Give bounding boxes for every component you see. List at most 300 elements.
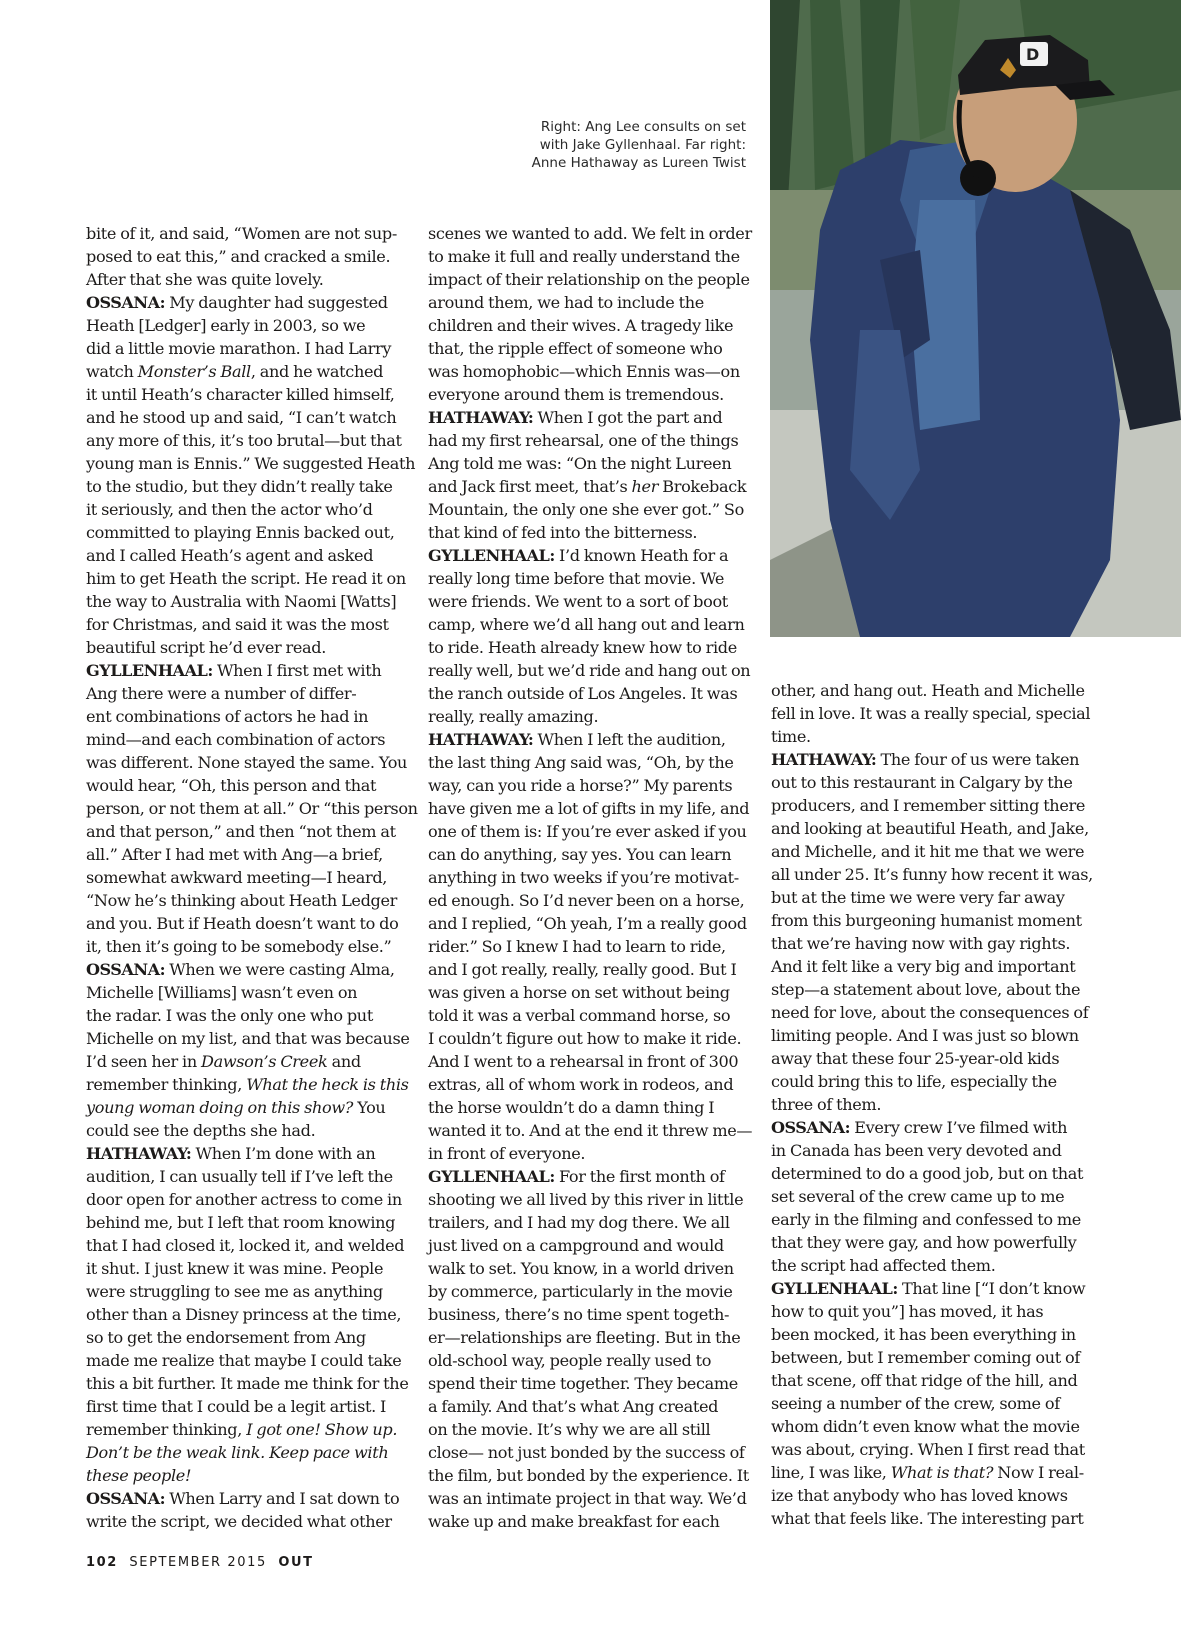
line-text: the radar. I was the only one who put [86,1006,373,1025]
text-line [86,1096,408,1119]
text-line [428,981,750,1004]
line-text: posed to eat this,” and cracked a smile. [86,247,391,266]
line-text: old-school way, people really used to [428,1351,712,1370]
text-line [86,1211,408,1234]
text-line [428,659,750,682]
line-text: were friends. We went to a sort of boot [428,592,728,611]
text-line [771,1254,1093,1277]
magazine-name: OUT [278,1555,314,1570]
text-line [86,521,408,544]
text-line [86,1234,408,1257]
line-text: close— not just bonded by the success of [428,1443,745,1462]
line-text: how to quit you”] has moved, it has [771,1302,1044,1321]
text-line [428,222,750,245]
text-line [86,1073,408,1096]
text-line [771,1024,1093,1047]
text-line [428,268,750,291]
text-line [428,843,750,866]
line-text: Michelle [Williams] wasn’t even on [86,983,358,1002]
text-line [86,245,408,268]
text-line [86,705,408,728]
line-text: was given a horse on set without being [428,983,730,1002]
line-text: have given me a lot of gifts in my life, and [428,799,750,818]
line-text: wanted it to. And at the end it threw me— [428,1121,753,1140]
text-column-3 [771,679,1093,1530]
line-text: made me realize that maybe I could take [86,1351,402,1370]
line-text: anything in two weeks if you’re motivat- [428,868,739,887]
line-text: mind—and each combination of actors [86,730,386,749]
line-text: When I left the audition, [533,730,726,749]
text-line [86,866,408,889]
line-text: it seriously, and then the actor who’d [86,500,373,519]
line-text: away that these four 25-year-old kids [771,1049,1060,1068]
line-text: I’d known Heath for a [554,546,729,565]
text-line [86,797,418,820]
text-line [86,1303,408,1326]
text-line [86,820,408,843]
line-text: other, and hang out. Heath and Michelle [771,681,1085,700]
line-text: him to get Heath the script. He read it on [86,569,406,588]
line-text: really well, but we’d ride and hang out on [428,661,751,680]
text-line [428,1027,750,1050]
line-text: extras, all of whom work in rodeos, and [428,1075,734,1094]
text-line [428,245,750,268]
text-line [86,682,408,705]
line-text: to make it full and really understand the [428,247,740,266]
text-line [771,771,1093,794]
line-text: watch [86,362,138,381]
text-line [86,383,408,406]
text-line [86,636,408,659]
line-text: and that person,” and then “not them at [86,822,396,841]
line-text: other than a Disney princess at the time, [86,1305,402,1324]
text-line [771,1001,1093,1024]
photo-caption [520,118,746,172]
text-line [771,817,1093,840]
line-text: trailers, and I had my dog there. We all [428,1213,730,1232]
text-line [771,1346,1093,1369]
speaker-label: HATHAWAY: [428,408,534,427]
line-text: whom didn’t even know what the movie [771,1417,1080,1436]
line-text: Brokeback [658,477,747,496]
text-line [428,544,750,567]
line-text: the script had affected them. [771,1256,996,1275]
line-text: between, but I remember coming out of [771,1348,1080,1367]
text-line [86,268,408,291]
text-line [428,958,750,981]
line-text: a family. And that’s what Ang created [428,1397,719,1416]
text-line [428,935,750,958]
line-text: , and he watched [250,362,384,381]
text-line [86,498,408,521]
line-text: in Canada has been very devoted and [771,1141,1062,1160]
text-line [428,1487,750,1510]
text-line [771,1162,1093,1185]
line-text: everyone around them is tremendous. [428,385,724,404]
text-line [86,958,408,981]
text-line [428,406,750,429]
text-line [86,337,408,360]
line-text: ent combinations of actors he had in [86,707,369,726]
line-text: to the studio, but they didn’t really take [86,477,393,496]
text-line [771,1208,1093,1231]
text-line [86,1441,408,1464]
text-line [86,751,408,774]
line-text: The four of us were taken [876,750,1080,769]
text-line [428,429,750,452]
line-text: in front of everyone. [428,1144,586,1163]
text-line [428,912,750,935]
line-text: ed enough. So I’d never been on a horse, [428,891,745,910]
text-column-2 [428,222,753,1533]
text-line [771,1047,1093,1070]
line-text: spend their time together. They became [428,1374,738,1393]
line-text: the way to Australia with Naomi [Watts] [86,592,397,611]
text-line [428,1326,750,1349]
text-line [771,725,1093,748]
line-text: Mountain, the only one she ever got.” So [428,500,744,519]
line-text: walk to set. You know, in a world driven [428,1259,734,1278]
line-text: line, I was like, [771,1463,891,1482]
line-text: “Now he’s thinking about Heath Ledger [86,891,398,910]
text-line [771,1185,1093,1208]
text-line [771,1415,1093,1438]
speaker-label: HATHAWAY: [771,750,877,769]
text-line [86,1280,408,1303]
line-text: business, there’s no time spent togeth- [428,1305,730,1324]
speaker-label: GYLLENHAAL: [86,661,213,680]
text-line [86,590,408,613]
line-text: been mocked, it has been everything in [771,1325,1076,1344]
text-line [771,702,1093,725]
line-text: the horse wouldn’t do a damn thing I [428,1098,715,1117]
text-line [428,1119,753,1142]
line-text: the film, but bonded by the experience. It [428,1466,749,1485]
text-line [428,1418,750,1441]
photo-illustration [770,0,1181,637]
text-line [428,866,750,889]
line-text: and I got really, really, really good. But I [428,960,737,979]
line-text: that I had closed it, locked it, and welded [86,1236,405,1255]
text-line [771,955,1093,978]
italic-text: Don’t be the weak link. Keep pace with [86,1443,389,1462]
text-line [86,1487,408,1510]
text-line [428,820,750,843]
line-text: producers, and I remember sitting there [771,796,1086,815]
line-text: and you. But if Heath doesn’t want to do [86,914,399,933]
line-text: time. [771,727,811,746]
line-text: it, then it’s going to be somebody else.” [86,937,392,956]
text-line [428,1004,750,1027]
text-line [428,452,750,475]
line-text: Ang told me was: “On the night Lureen [428,454,732,473]
line-text: rider.” So I knew I had to learn to ride, [428,937,726,956]
text-line [86,1326,408,1349]
line-text: My daughter had suggested [165,293,388,312]
text-line [771,1461,1093,1484]
line-text: told it was a verbal command horse, so [428,1006,731,1025]
line-text: this a bit further. It made me think for the [86,1374,409,1393]
text-line [86,475,408,498]
page-number: 102 [86,1555,118,1570]
text-line [86,659,408,682]
text-line [428,1234,750,1257]
text-line [771,932,1093,955]
line-text: but at the time we were very far away [771,888,1065,907]
line-text: could bring this to life, especially the [771,1072,1057,1091]
line-text: determined to do a good job, but on that [771,1164,1084,1183]
text-line [428,291,750,314]
text-line [428,889,750,912]
text-line [428,728,750,751]
speaker-label: GYLLENHAAL: [771,1279,898,1298]
line-text: set several of the crew came up to me [771,1187,1065,1206]
line-text: audition, I can usually tell if I’ve left the [86,1167,393,1186]
text-line [86,728,408,751]
line-text: Every crew I’ve filmed with [850,1118,1068,1137]
line-text: it shut. I just knew it was mine. People [86,1259,384,1278]
text-line [771,840,1093,863]
text-line [428,1188,750,1211]
line-text: I couldn’t figure out how to make it ride. [428,1029,742,1048]
text-line [771,1139,1093,1162]
line-text: write the script, we decided what other [86,1512,392,1531]
text-line [428,475,750,498]
italic-text: What the heck is this [246,1075,409,1094]
line-text: door open for another actress to come in [86,1190,402,1209]
text-line [428,613,750,636]
text-line [428,1142,750,1165]
text-line [86,1464,408,1487]
line-text: That line [“I don’t know [897,1279,1086,1298]
line-text: need for love, about the consequences of [771,1003,1089,1022]
line-text: scenes we wanted to add. We felt in order [428,224,752,243]
line-text: really, really amazing. [428,707,599,726]
text-line [771,1392,1093,1415]
line-text: Michelle on my list, and that was because [86,1029,410,1048]
italic-text: these people! [86,1466,192,1485]
text-line [771,1438,1093,1461]
text-line [428,1464,750,1487]
text-line [86,360,408,383]
line-text: and he stood up and said, “I can’t watch [86,408,397,427]
line-text: just lived on a campground and would [428,1236,724,1255]
line-text: seeing a number of the crew, some of [771,1394,1060,1413]
line-text: somewhat awkward meeting—I heard, [86,868,388,887]
text-line [428,797,750,820]
caption-line: Anne Hathaway as Lureen Twist [531,155,746,171]
line-text: was homophobic—which Ennis was—on [428,362,740,381]
line-text: did a little movie marathon. I had Larry [86,339,392,358]
italic-text: I got one! Show up. [246,1420,398,1439]
text-line [428,705,750,728]
text-line [428,1280,750,1303]
line-text: When we were casting Alma, [165,960,395,979]
text-line [86,1510,408,1533]
text-line [428,498,750,521]
text-line [428,1349,750,1372]
line-text: really long time before that movie. We [428,569,725,588]
speaker-label: OSSANA: [86,960,166,979]
line-text: all under 25. It’s funny how recent it was, [771,865,1093,884]
line-text: from this burgeoning humanist moment [771,911,1082,930]
text-line [86,774,408,797]
text-column-1 [86,222,418,1533]
speaker-label: OSSANA: [771,1118,851,1137]
line-text: out to this restaurant in Calgary by the [771,773,1073,792]
text-line [86,291,408,314]
text-line [86,222,408,245]
line-text: limiting people. And I was just so blown [771,1026,1079,1045]
italic-text: Dawson’s Creek [201,1052,328,1071]
line-text: And it felt like a very big and important [771,957,1076,976]
issue-date: SEPTEMBER 2015 [129,1555,267,1570]
text-line [428,1050,750,1073]
text-line [86,1004,408,1027]
text-line [86,1372,408,1395]
line-text: that scene, off that ridge of the hill, and [771,1371,1078,1390]
line-text: When I got the part and [533,408,723,427]
cap-logo-text: D [1026,45,1040,64]
text-line [771,886,1093,909]
line-text: that we’re having now with gay rights. [771,934,1071,953]
caption-line: Right: Ang Lee consults on set [540,119,746,135]
text-line [771,1116,1093,1139]
text-line [771,1507,1093,1530]
line-text: for Christmas, and said it was the most [86,615,389,634]
line-text: that kind of fed into the bitterness. [428,523,698,542]
text-line [86,452,416,475]
text-line [86,1027,408,1050]
text-line [771,679,1093,702]
line-text: ize that anybody who has loved knows [771,1486,1068,1505]
line-text: When I first met with [212,661,382,680]
line-text: When I’m done with an [191,1144,376,1163]
text-line [428,1211,750,1234]
line-text: bite of it, and said, “Women are not sup- [86,224,397,243]
text-line [428,567,750,590]
text-line [771,1369,1093,1392]
text-line [86,1418,408,1441]
line-text: impact of their relationship on the people [428,270,750,289]
line-text: and [327,1052,361,1071]
line-text: on the movie. It’s why we are all still [428,1420,711,1439]
text-line [86,314,408,337]
text-line [771,909,1093,932]
text-line [428,1303,750,1326]
text-line [86,843,408,866]
speaker-label: GYLLENHAAL: [428,546,555,565]
text-line [428,1372,750,1395]
text-line [86,429,408,452]
text-line [428,1073,750,1096]
text-line [86,935,408,958]
speaker-label: GYLLENHAAL: [428,1167,555,1186]
line-text: Heath [Ledger] early in 2003, so we [86,316,366,335]
line-text: was about, crying. When I first read that [771,1440,1085,1459]
text-line [428,337,750,360]
line-text: around them, we had to include the [428,293,704,312]
text-line [771,863,1093,886]
text-line [428,521,750,544]
speaker-label: HATHAWAY: [428,730,534,749]
text-line [86,1349,408,1372]
text-line [86,1188,408,1211]
text-line [86,567,408,590]
line-text: behind me, but I left that room knowing [86,1213,396,1232]
text-line [86,912,408,935]
text-line [771,1093,1093,1116]
line-text: You [353,1098,386,1117]
text-line [86,889,408,912]
line-text: that, the ripple effect of someone who [428,339,723,358]
line-text: what that feels like. The interesting part [771,1509,1084,1528]
text-line [771,1277,1093,1300]
line-text: to ride. Heath already knew how to ride [428,638,737,657]
line-text: For the first month of [554,1167,725,1186]
line-text: way, can you ride a horse?” My parents [428,776,733,795]
line-text: and I replied, “Oh yeah, I’m a really good [428,914,747,933]
line-text: it until Heath’s character killed himself, [86,385,395,404]
speaker-label: OSSANA: [86,1489,166,1508]
line-text: young man is Ennis.” We suggested Heath [86,454,416,473]
text-line [771,1323,1093,1346]
line-text: had my first rehearsal, one of the things [428,431,739,450]
line-text: would hear, “Oh, this person and that [86,776,377,795]
text-line [428,1257,750,1280]
line-text: I’d seen her in [86,1052,202,1071]
line-text: remember thinking, [86,1075,247,1094]
line-text: that they were gay, and how powerfully [771,1233,1077,1252]
text-line [428,1441,750,1464]
line-text: can do anything, say yes. You can learn [428,845,732,864]
text-line [428,1510,750,1533]
text-line [771,1300,1093,1323]
page-folio [86,1555,314,1570]
text-line [428,774,750,797]
text-line [771,794,1093,817]
text-line [428,314,750,337]
line-text: camp, where we’d all hang out and learn [428,615,745,634]
text-line [86,1395,408,1418]
text-line [428,751,750,774]
text-line [86,1119,408,1142]
text-line [428,1165,750,1188]
line-text: children and their wives. A tragedy like [428,316,734,335]
line-text: shooting we all lived by this river in little [428,1190,744,1209]
text-line [86,1050,408,1073]
text-line [428,1395,750,1418]
line-text: and Jack first meet, that’s [428,477,632,496]
text-line [771,1231,1093,1254]
line-text: one of them is: If you’re ever asked if you [428,822,747,841]
line-text: When Larry and I sat down to [165,1489,400,1508]
text-line [86,1165,408,1188]
text-line [86,981,408,1004]
line-text: was an intimate project in that way. We’d [428,1489,747,1508]
line-text: all.” After I had met with Ang—a brief, [86,845,383,864]
italic-text: young woman doing on this show? [86,1098,354,1117]
text-line [86,544,408,567]
line-text: remember thinking, [86,1420,247,1439]
line-text: committed to playing Ennis backed out, [86,523,395,542]
line-text: the last thing Ang said was, “Oh, by the [428,753,734,772]
text-line [86,1142,408,1165]
text-line [428,590,750,613]
line-text: er—relationships are fleeting. But in the [428,1328,741,1347]
line-text: wake up and make breakfast for each [428,1512,720,1531]
line-text: by commerce, particularly in the movie [428,1282,733,1301]
